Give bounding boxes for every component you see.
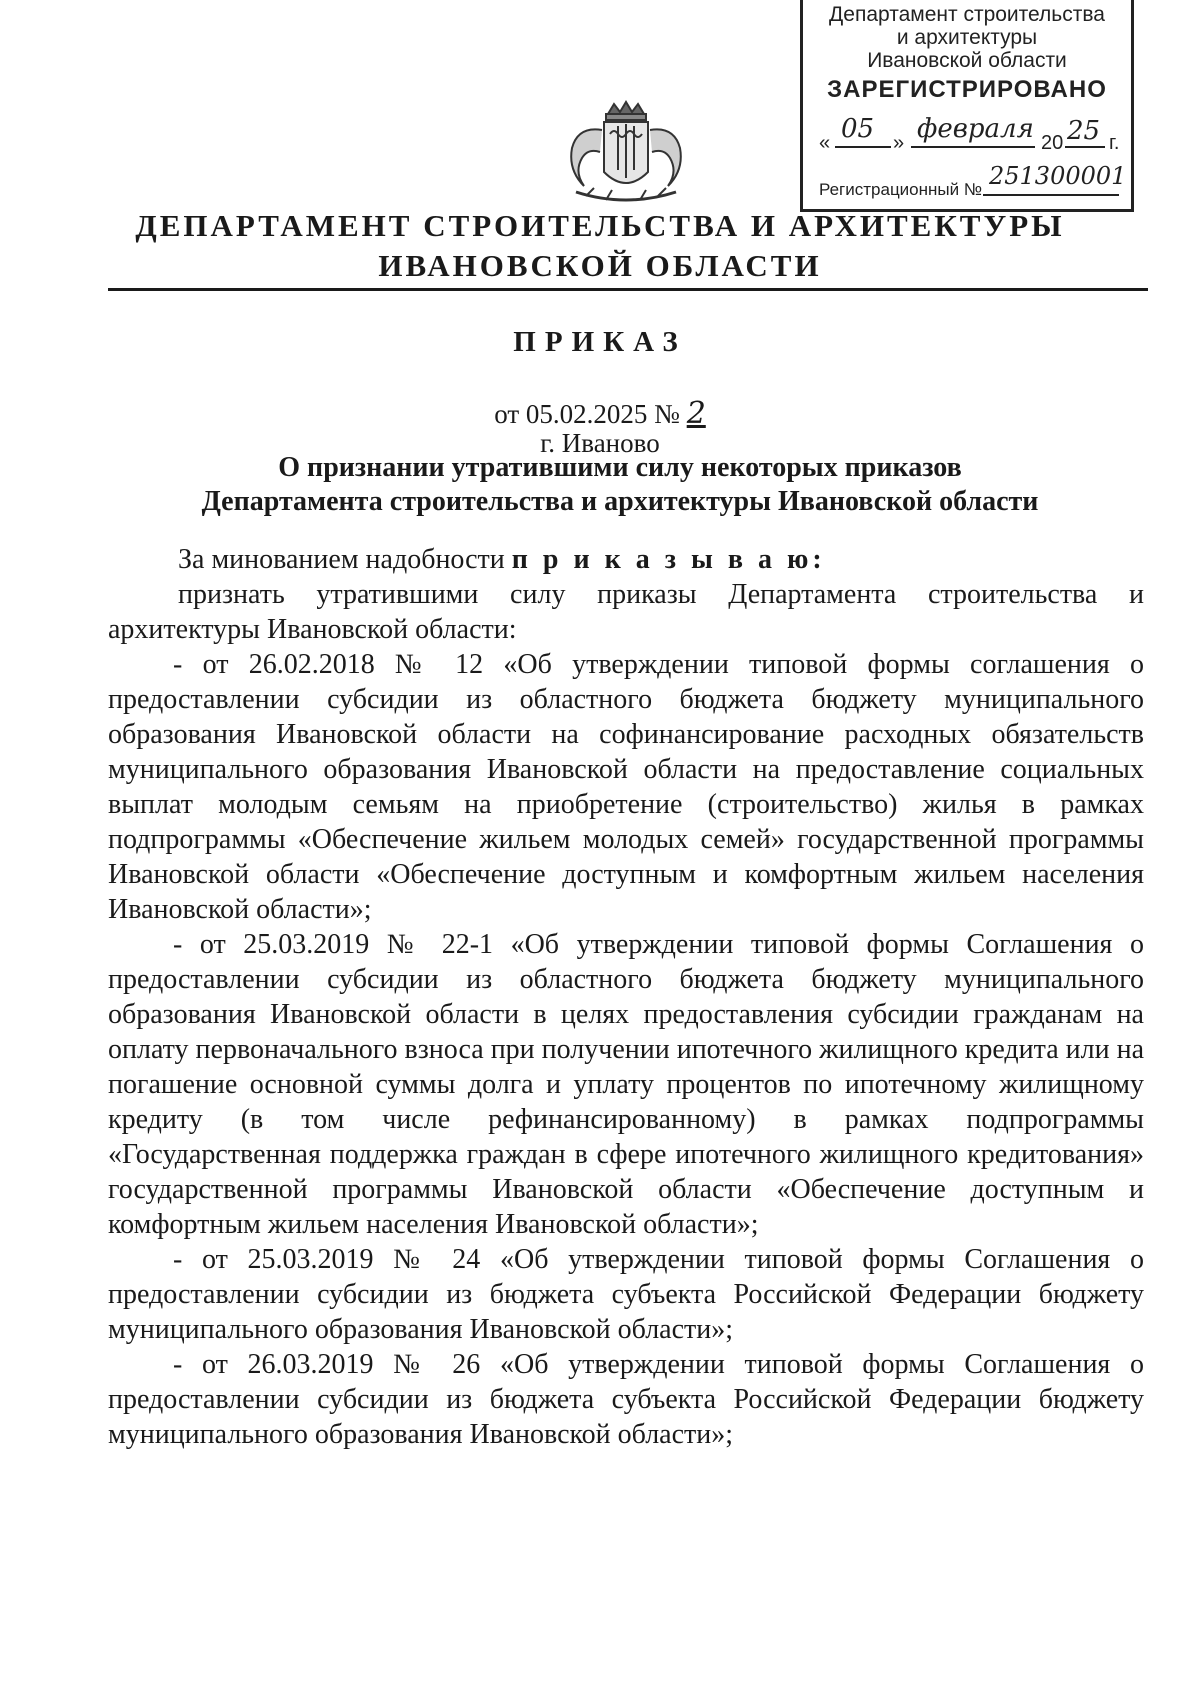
stamp-year-suffix: 25 <box>1067 116 1101 146</box>
order-title-line-2: Департамента строительства и архитектуры Ивановской области <box>201 486 1039 517</box>
stamp-open-quote: « <box>819 132 831 154</box>
body-intro-text: За минованием надобности <box>178 544 505 575</box>
order-city: г. Иваново <box>540 428 660 458</box>
body-item-1: - от 26.02.2018 № 12 «Об утверждении типовой формы соглашения о предоставлении субсидии из областного бюджета бюджету муниципального образования Ивановской области на софинансирование расходных обязательств муниципального образования Ивановской области на предоставление социальных выплат молодым семьям на приобретение (строительство) жилья в рамках подпрограммы «Обеспечение жильем молодых семей» государственной программы Ивановской области «Обеспечение доступным и комфортным жильем населения Ивановской области»; <box>108 649 1144 925</box>
order-date-number <box>0 396 1200 431</box>
body-paragraph-1: признать утратившими силу приказы Департамента строительства и архитектуры Ивановской области: <box>108 579 1144 645</box>
stamp-org-line-2: и архитектуры <box>896 26 1038 49</box>
body-intro <box>108 542 1144 577</box>
order-date-prefix: от 05.02.2025 № <box>494 399 680 429</box>
stamp-number-line <box>813 162 1127 206</box>
department-name-line-1: ДЕПАРТАМЕНТ СТРОИТЕЛЬСТВА И АРХИТЕКТУРЫ <box>135 208 1065 243</box>
department-name-line-2: ИВАНОВСКОЙ ОБЛАСТИ <box>378 248 822 283</box>
registration-stamp <box>800 0 1134 212</box>
body-item-4: - от 26.03.2019 № 26 «Об утверждении типовой формы Соглашения о предоставлении субсидии из бюджета субъекта Российской Федерации бюджету муниципального образования Ивановской области»; <box>108 1349 1144 1450</box>
stamp-org-line-3: Ивановской области <box>867 49 1067 72</box>
stamp-registered-label: ЗАРЕГИСТРИРОВАНО <box>827 76 1107 103</box>
stamp-date-line <box>813 114 1123 158</box>
order-title-line-1: О признании утратившими силу некоторых приказов <box>278 452 962 483</box>
body-item-3: - от 25.03.2019 № 24 «Об утверждении типовой формы Соглашения о предоставлении субсидии из бюджета субъекта Российской Федерации бюджету муниципального образования Ивановской области»; <box>108 1244 1144 1345</box>
stamp-month: февраля <box>917 114 1034 144</box>
document-kind: ПРИКАЗ <box>513 326 687 358</box>
stamp-close-quote: » <box>893 132 905 154</box>
order-number: 2 <box>686 396 706 431</box>
coat-of-arms-icon <box>556 100 696 210</box>
stamp-org-line-1: Департамент строительства <box>829 3 1105 26</box>
header-divider <box>108 288 1148 291</box>
order-body <box>108 542 1144 1452</box>
stamp-year-prefix: 20 <box>1041 132 1064 154</box>
body-item-2: - от 25.03.2019 № 22-1 «Об утверждении типовой формы Соглашения о предоставлении субсидии из областного бюджета бюджету муниципального образования Ивановской области в целях предоставления субсидии гражданам на оплату первоначального взноса при получении ипотечного жилищного кредита или на погашение основной суммы долга и уплату процентов по ипотечному жилищному кредиту (в том числе рефинансированному) в рамках подпрограммы «Государственная поддержка граждан в сфере ипотечного жилищного кредитования» государственной программы Ивановской области «Обеспечение доступным и комфортным жильем населения Ивановской области»; <box>108 929 1144 1240</box>
stamp-day: 05 <box>841 114 875 144</box>
stamp-reg-number: 251300001 <box>989 162 1127 190</box>
stamp-year-abbr: г. <box>1109 132 1120 154</box>
stamp-reg-label: Регистрационный № <box>819 180 983 199</box>
body-intro-order-word: п р и к а з ы в а ю: <box>511 544 826 575</box>
